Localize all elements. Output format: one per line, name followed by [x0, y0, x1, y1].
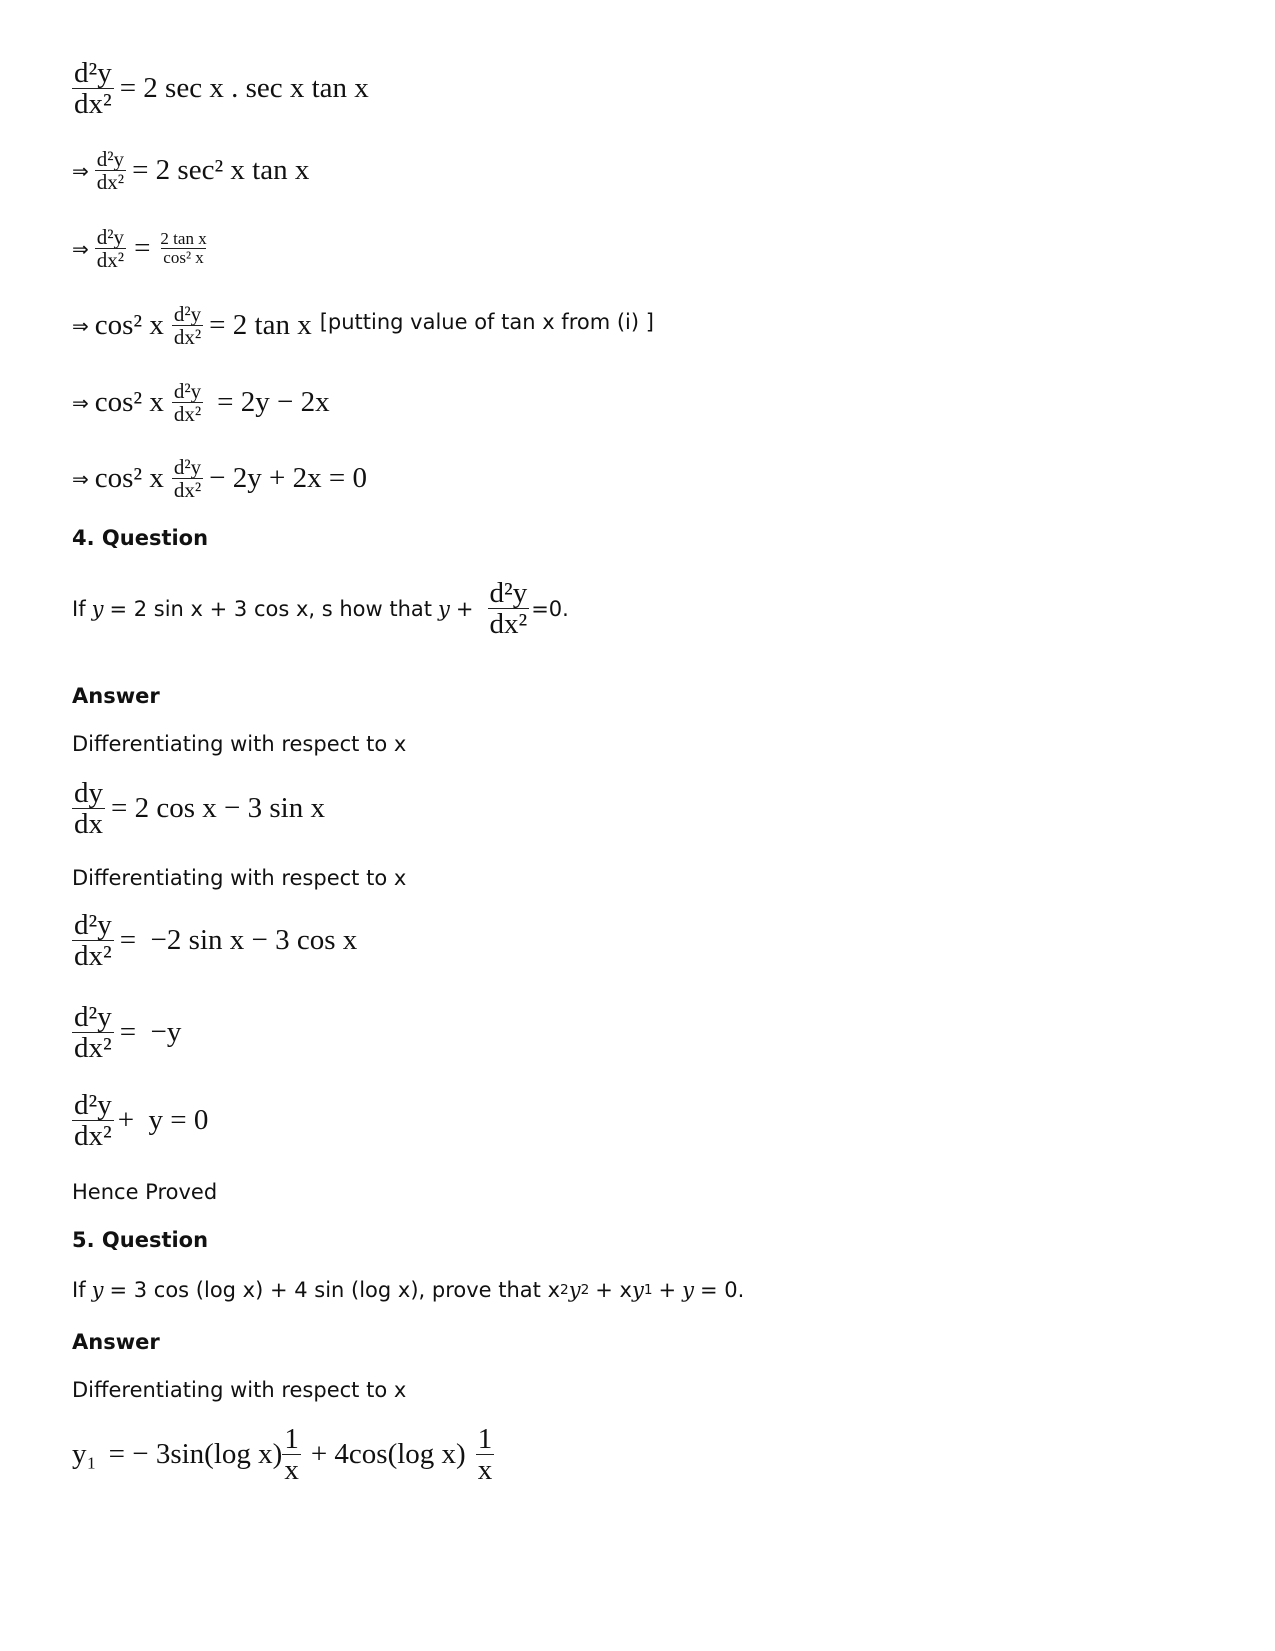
- numerator: 1: [284, 1423, 299, 1455]
- denominator: dx²: [173, 325, 202, 350]
- equation-rhs: + y = 0: [117, 1104, 209, 1137]
- denominator: x: [477, 1454, 493, 1487]
- fraction: [72, 58, 114, 120]
- fraction: [72, 1090, 114, 1152]
- stem-text: =0.: [531, 596, 569, 621]
- equation-second-derivative-3: [72, 226, 209, 271]
- equation-second-derivative-4: [72, 303, 654, 348]
- denominator: dx²: [173, 402, 202, 427]
- fraction: [282, 1424, 301, 1486]
- variable-y: y: [568, 1278, 581, 1302]
- step-text: Differentiating with respect to x: [72, 1378, 407, 1402]
- denominator: cos² x: [163, 248, 204, 268]
- stem-text: = 3 cos (log x) + 4 sin (log x), prove that x: [109, 1278, 561, 1302]
- stem-text: If: [72, 596, 86, 621]
- denominator: dx²: [74, 1032, 112, 1065]
- equation-rhs: = 2 cos x − 3 sin x: [111, 792, 325, 825]
- numerator: d²y: [173, 455, 202, 479]
- equation-lhs: y₁: [72, 1438, 97, 1471]
- numerator: d²y: [74, 1089, 112, 1121]
- equation-final: [72, 1090, 208, 1152]
- stem-text: = 0.: [700, 1278, 745, 1302]
- numerator: d²y: [74, 909, 112, 941]
- implies-arrow: ⇒: [72, 313, 89, 338]
- numerator: d²y: [173, 302, 202, 326]
- denominator: dx²: [74, 940, 112, 973]
- equation-rhs: = 2 sec² x tan x: [132, 154, 310, 187]
- answer-heading: Answer: [72, 1330, 160, 1354]
- implies-arrow: ⇒: [72, 158, 89, 183]
- answer-heading: Answer: [72, 684, 160, 708]
- denominator: dx²: [489, 608, 528, 641]
- numerator: d²y: [489, 577, 528, 609]
- equation-note: [putting value of tan x from (i) ]: [319, 309, 654, 334]
- denominator: x: [284, 1454, 299, 1487]
- denominator: dx²: [96, 248, 125, 273]
- equation-rhs: = −2 sin x − 3 cos x: [119, 924, 358, 957]
- variable-y: y: [91, 1278, 104, 1302]
- equation-second-derivative-1: [72, 58, 369, 120]
- equation-second-derivative-6: [72, 456, 367, 501]
- equation-second-derivative: [72, 910, 357, 972]
- equation-term: + 4cos(log x): [310, 1438, 466, 1471]
- denominator: dx²: [96, 170, 125, 195]
- fraction: [476, 1424, 495, 1486]
- fraction: [158, 230, 208, 267]
- numerator: 2 tan x: [160, 229, 207, 249]
- equals-sign: =: [134, 232, 151, 265]
- denominator: dx²: [74, 1120, 112, 1153]
- variable-y: y: [682, 1278, 695, 1302]
- variable-y: y: [91, 596, 104, 621]
- equation-rhs: − 2y + 2x = 0: [209, 462, 367, 495]
- question-stem: [72, 578, 569, 640]
- equation-term: = − 3sin(log x): [108, 1438, 283, 1471]
- question-stem: If y = 3 cos (log x) + 4 sin (log x), prove that x 2 y 2 + x y 1 + y = 0.: [72, 1278, 745, 1302]
- numerator: 1: [477, 1423, 493, 1455]
- equation-lhs: cos² x: [94, 309, 164, 342]
- implies-arrow: ⇒: [72, 466, 89, 491]
- fraction: [172, 303, 203, 348]
- implies-arrow: ⇒: [72, 390, 89, 415]
- equation-rhs: = −y: [119, 1016, 182, 1049]
- equation-second-derivative: [72, 1002, 181, 1064]
- variable-y: y: [438, 596, 450, 621]
- equation-second-derivative-2: [72, 148, 309, 193]
- implies-arrow: ⇒: [72, 236, 89, 261]
- fraction: [172, 456, 203, 501]
- plus-sign: +: [658, 1278, 677, 1302]
- numerator: dy: [74, 777, 103, 809]
- variable-y: y: [631, 1278, 644, 1302]
- equation-second-derivative-5: [72, 380, 330, 425]
- numerator: d²y: [74, 1001, 112, 1033]
- numerator: d²y: [96, 225, 125, 249]
- question-heading: 4. Question: [72, 526, 209, 550]
- equation-rhs: = 2 tan x: [209, 309, 312, 342]
- denominator: dx²: [173, 478, 202, 503]
- stem-text: + x: [595, 1278, 632, 1302]
- conclusion-text: Hence Proved: [72, 1180, 218, 1204]
- fraction: [95, 148, 126, 193]
- numerator: d²y: [96, 147, 125, 171]
- step-text: Differentiating with respect to x: [72, 732, 407, 756]
- numerator: d²y: [173, 379, 202, 403]
- question-heading: 5. Question: [72, 1228, 209, 1252]
- fraction: [72, 778, 105, 840]
- equation-first-derivative: [72, 778, 325, 840]
- equation-lhs: cos² x: [94, 386, 164, 419]
- equation-rhs: = 2y − 2x: [217, 386, 330, 419]
- denominator: dx: [74, 808, 103, 841]
- equation-rhs: = 2 sec x . sec x tan x: [119, 72, 369, 105]
- stem-text: = 2 sin x + 3 cos x, s how that: [109, 596, 433, 621]
- step-text: Differentiating with respect to x: [72, 866, 407, 890]
- fraction: [172, 380, 203, 425]
- numerator: d²y: [74, 57, 112, 89]
- fraction: [72, 910, 114, 972]
- fraction: [95, 226, 126, 271]
- equation-lhs: cos² x: [94, 462, 164, 495]
- stem-text: If: [72, 1278, 86, 1302]
- plus-sign: +: [455, 596, 474, 621]
- fraction: [72, 1002, 114, 1064]
- fraction: [488, 578, 530, 640]
- equation-y1: [72, 1424, 494, 1486]
- denominator: dx²: [74, 88, 112, 121]
